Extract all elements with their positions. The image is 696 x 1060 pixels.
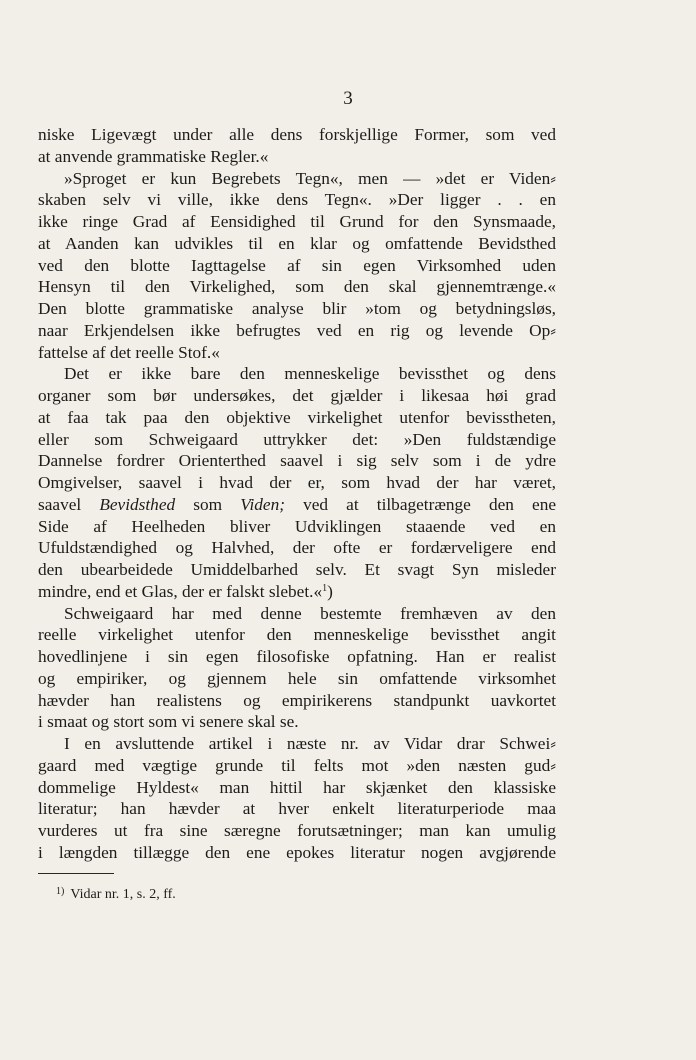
text-segment: hovedlinjene i sin egen filosofiske opfatning. Han er realist <box>38 647 556 666</box>
text-segment: Hensyn til den Virkelighed, som den skal gjennemtrænge.« <box>38 277 556 297</box>
text-line <box>38 690 556 712</box>
footnote-text: Vidar nr. 1, s. 2, ff. <box>70 887 176 902</box>
text-segment: Omgivelser, saavel i hvad der er, som hvad der har været, <box>38 473 556 492</box>
text-line <box>38 407 556 429</box>
text-line <box>38 342 556 364</box>
text-line <box>38 255 556 277</box>
text-line <box>38 777 556 799</box>
text-line <box>38 581 556 603</box>
text-line <box>38 624 556 646</box>
page-number: 3 <box>343 88 353 109</box>
text-line <box>38 798 556 820</box>
text-segment: fattelse af det reelle Stof.« <box>38 342 220 362</box>
text-segment: gaard med vægtige grunde til felts mot »den næsten gud⸗ <box>38 755 556 775</box>
text-segment: ved den blotte Iagttagelse af sin egen Virksomhed uden <box>38 255 556 275</box>
text-segment: Den blotte grammatiske analyse blir »tom og betydningsløs, <box>38 299 556 318</box>
text-segment: Det er ikke bare den menneskelige bevissthet og dens <box>64 364 556 384</box>
text-segment: Schweigaard har med denne bestemte fremhæven av den <box>64 603 556 623</box>
footnote <box>56 883 176 904</box>
italic-term: Bevidsthed <box>99 494 176 514</box>
text-segment: literatur; han hævder at hver enkelt literaturperiode maa <box>38 799 556 819</box>
text-line <box>38 233 556 255</box>
text-line <box>38 668 556 690</box>
text-line <box>38 842 556 864</box>
text-segment: Ufuldstændighed og Halvhed, der ofte er fordærveligere end <box>38 538 556 558</box>
text-segment: som <box>175 494 241 514</box>
text-segment: og empiriker, og gjennem hele sin omfattende virksomhet <box>38 668 556 688</box>
text-line <box>38 363 556 385</box>
text-line <box>38 124 556 146</box>
text-line <box>38 603 556 625</box>
text-segment: naar Erkjendelsen ikke befrugtes ved en rig og levende Op⸗ <box>38 320 556 340</box>
text-segment: ikke ringe Grad af Eensidighed til Grund for den Synsmaade, <box>38 212 556 231</box>
text-segment: mindre, end et Glas, der er falskt slebet.« <box>38 581 323 601</box>
text-segment: I en avsluttende artikel i næste nr. av Vidar drar Schwei⸗ <box>64 734 556 753</box>
text-line <box>38 820 556 842</box>
text-line <box>38 472 556 494</box>
text-segment: Side af Heelheden bliver Udviklingen staaende ved en <box>38 516 556 536</box>
text-line <box>38 429 556 451</box>
text-segment: eller som Schweigaard uttrykker det: »Den fuldstændige <box>38 429 556 449</box>
text-line <box>38 711 556 733</box>
text-line <box>38 146 556 168</box>
text-line <box>38 559 556 581</box>
text-segment: dommelige Hyldest« man hittil har skjænket den klassiske <box>38 777 556 797</box>
text-segment: niske Ligevægt under alle dens forskjellige Former, som ved <box>38 125 556 144</box>
footnote-rule <box>38 873 114 874</box>
text-segment: skaben selv vi ville, ikke dens Tegn«. »Der ligger . . en <box>38 190 556 210</box>
text-segment: vurderes ut fra sine særegne forutsætninger; man kan umulig <box>38 821 556 840</box>
text-line <box>38 516 556 538</box>
italic-term: Viden; <box>240 494 285 514</box>
text-line <box>38 646 556 668</box>
text-line <box>38 189 556 211</box>
text-segment: Dannelse fordrer Orienterthed saavel i sig selv som i de ydre <box>38 451 556 471</box>
text-line <box>38 298 556 320</box>
text-line <box>38 494 556 516</box>
footnote-mark: 1) <box>56 886 65 897</box>
text-segment: i længden tillægge den ene epokes literatur nogen avgjørende <box>38 842 556 862</box>
text-segment: i smaat og stort som vi senere skal se. <box>38 712 299 732</box>
text-segment: at Aanden kan udvikles til en klar og omfattende Bevidsthed <box>38 233 556 253</box>
body-text <box>38 124 556 864</box>
text-line <box>38 733 556 755</box>
text-segment: organer som bør undersøkes, det gjælder i likesaa høi grad <box>38 386 556 405</box>
text-line <box>38 211 556 233</box>
text-line <box>38 320 556 342</box>
text-segment: den ubearbeidede Umiddelbarhed selv. Et svagt Syn misleder <box>38 560 556 579</box>
text-segment: ved at tilbagetrænge den ene <box>284 494 557 514</box>
text-line <box>38 385 556 407</box>
text-line <box>38 168 556 190</box>
text-segment: hævder han realistens og empirikerens standpunkt uavkortet <box>38 690 556 710</box>
text-segment: »Sproget er kun Begrebets Tegn«, men — »det er Viden⸗ <box>64 168 556 188</box>
footnote-ref: 1 <box>322 582 328 594</box>
text-segment: at faa tak paa den objektive virkelighet utenfor bevisstheten, <box>38 407 556 427</box>
text-line <box>38 276 556 298</box>
text-line <box>38 755 556 777</box>
text-line <box>38 537 556 559</box>
text-segment: reelle virkelighet utenfor den menneskelige bevissthet angit <box>38 625 556 645</box>
text-line <box>38 450 556 472</box>
text-segment: ) <box>327 581 333 601</box>
text-segment: saavel <box>38 494 100 514</box>
text-segment: at anvende grammatiske Regler.« <box>38 146 269 166</box>
